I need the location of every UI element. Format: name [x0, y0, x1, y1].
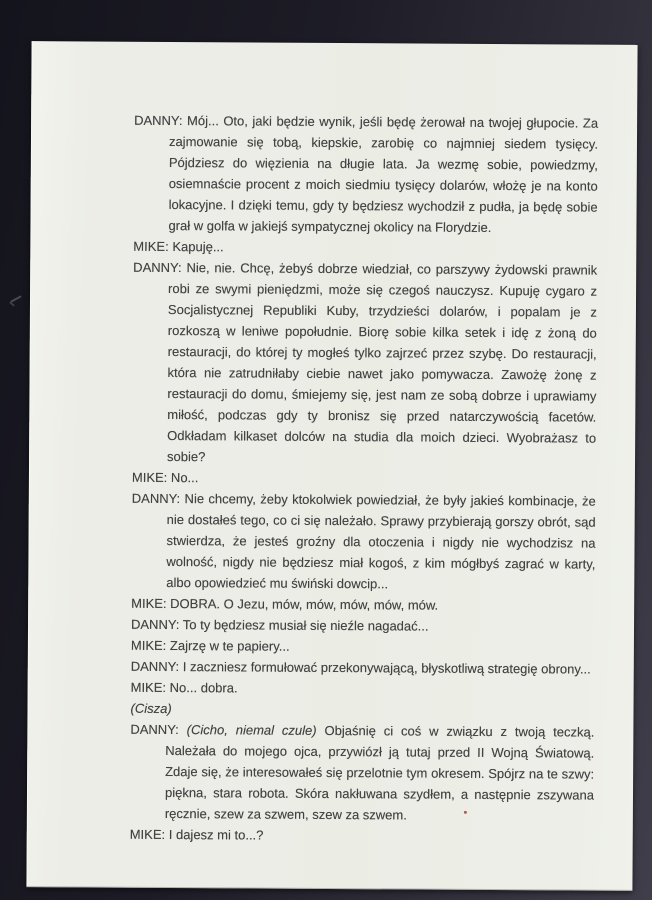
dialogue-line: [131, 488, 596, 596]
speaker-name: MIKE:: [130, 679, 167, 695]
speaker-name: MIKE:: [130, 637, 167, 653]
dialogue-line-text: DOBRA. O Jezu, mów, mów, mów, mów, mów.: [170, 596, 439, 613]
speaker-name: DANNY:: [134, 112, 183, 129]
dialogue-line: [131, 635, 595, 659]
dialogue-line: [133, 236, 597, 260]
red-speck-artifact: [464, 811, 467, 814]
stage-direction: (Cicho, niemal czule): [186, 722, 317, 738]
dialogue-line: [131, 656, 595, 680]
dialogue-line: [130, 698, 594, 722]
scratch-artifact: [8, 294, 24, 308]
dialogue-line-text: Zajrzę w te papiery...: [169, 638, 290, 654]
speaker-name: MIKE:: [131, 469, 168, 485]
dialogue-line-text: Mój... Oto, jaki będzie wynik, jeśli będę żerował na twojej głupocie. Za zajmowanie się tobą, kiepskie, zarobię co najmniej siedem tysięcy. Pójdziesz do więzienia na długie lata. Ja wezmę sobie, powiedzmy, osiemnaście procent z moich siedmiu tysięcy dolarów, włożę je na konto lokacyjne. I dzięki temu, gdy ty będziesz wychodził z pudła, ja będę sobie grał w golfa w jakiejś sympatycznej okolicy na Florydzie.: [168, 113, 599, 235]
dialogue-line: [131, 614, 595, 638]
dialogue-line-text: I dajesz mi to...?: [168, 827, 264, 843]
dialogue-line-text: Nie, nie. Chcę, żebyś dobrze wiedział, co parszywy żydowski prawnik robi ze swymi pieniędzmi, może się czegoś nauczysz. Kupuję cygaro z Socjalistycznej Republiki Kuby, trzydzieści dolarów, i popalam je z rozkoszą w leniwe popołudnie. Biorę sobie kilka setek i idę z żoną do restauracji, do której ty mogłeś tylko zajrzeć przez szybę. Do restauracji, która nie zatrudniłaby ciebie nawet jako pomywacza. Zawożę żonę z restauracji do domu, śmiejemy się, jest nam ze sobą dobrze i uprawiamy miłość, podczas gdy ty bronisz się przed natarczywością facetów. Odkładam kilkaset dolców na studia dla moich dzieci. Wyobrażasz to sobie?: [167, 260, 598, 465]
speaker-name: DANNY:: [131, 490, 181, 507]
dialogue-line: [132, 257, 597, 470]
dialogue-line: [131, 593, 595, 617]
speaker-name: MIKE:: [133, 238, 169, 254]
dialogue-line: [130, 719, 595, 827]
speaker-name: DANNY:: [130, 721, 179, 738]
speaker-name: DANNY:: [130, 658, 180, 675]
dialogue-line: [130, 824, 594, 848]
dialogue-line-text: To ty będziesz musiał się nieźle nagadać...: [182, 617, 429, 634]
dialogue-line-text: (Cisza): [130, 700, 172, 717]
speaker-name: MIKE:: [131, 595, 167, 611]
scanned-page: [26, 41, 637, 891]
dialogue-text: [130, 110, 598, 848]
speaker-name: DANNY:: [133, 259, 182, 276]
dialogue-line-text: Objaśnię ci coś w związku z twoją teczką. Należała do mojego ojca, przywiózł ją tutaj przed II Wojną Światową. Zdaje się, że interesowałeś się przelotnie tym okresem. Spójrz na te szwy: piękna, stara robota. Skóra nakłuwana szydłem, a następnie zszywana ręcznie, szew za szwem, szew za szwem.: [164, 722, 595, 823]
dialogue-line: [133, 110, 598, 239]
dialogue-line-text: No... dobra.: [169, 680, 238, 696]
dialogue-line: [131, 677, 595, 701]
dialogue-line-text: Nie chcemy, żeby ktokolwiek powiedział, że były jakieś kombinacje, że nie dostałeś tego, co ci się należało. Sprawy przybierają gorszy obrót, sąd stwierdza, że jesteś groźny dla otoczenia i nigdy nie wychodzisz na wolność, nigdy nie będziesz miał kogoś, z kim mógłbyś zagrać w karty, albo opowiedzieć mu świński dowcip...: [166, 491, 596, 592]
speaker-name: MIKE:: [129, 826, 166, 842]
dialogue-line-text: Kapuję...: [172, 239, 224, 255]
dialogue-line-text: No...: [170, 470, 199, 486]
speaker-name: DANNY:: [130, 616, 180, 633]
dialogue-line: [132, 467, 596, 491]
dialogue-line-text: I zaczniesz formułować przekonywającą, błyskotliwą strategię obrony...: [182, 659, 591, 677]
